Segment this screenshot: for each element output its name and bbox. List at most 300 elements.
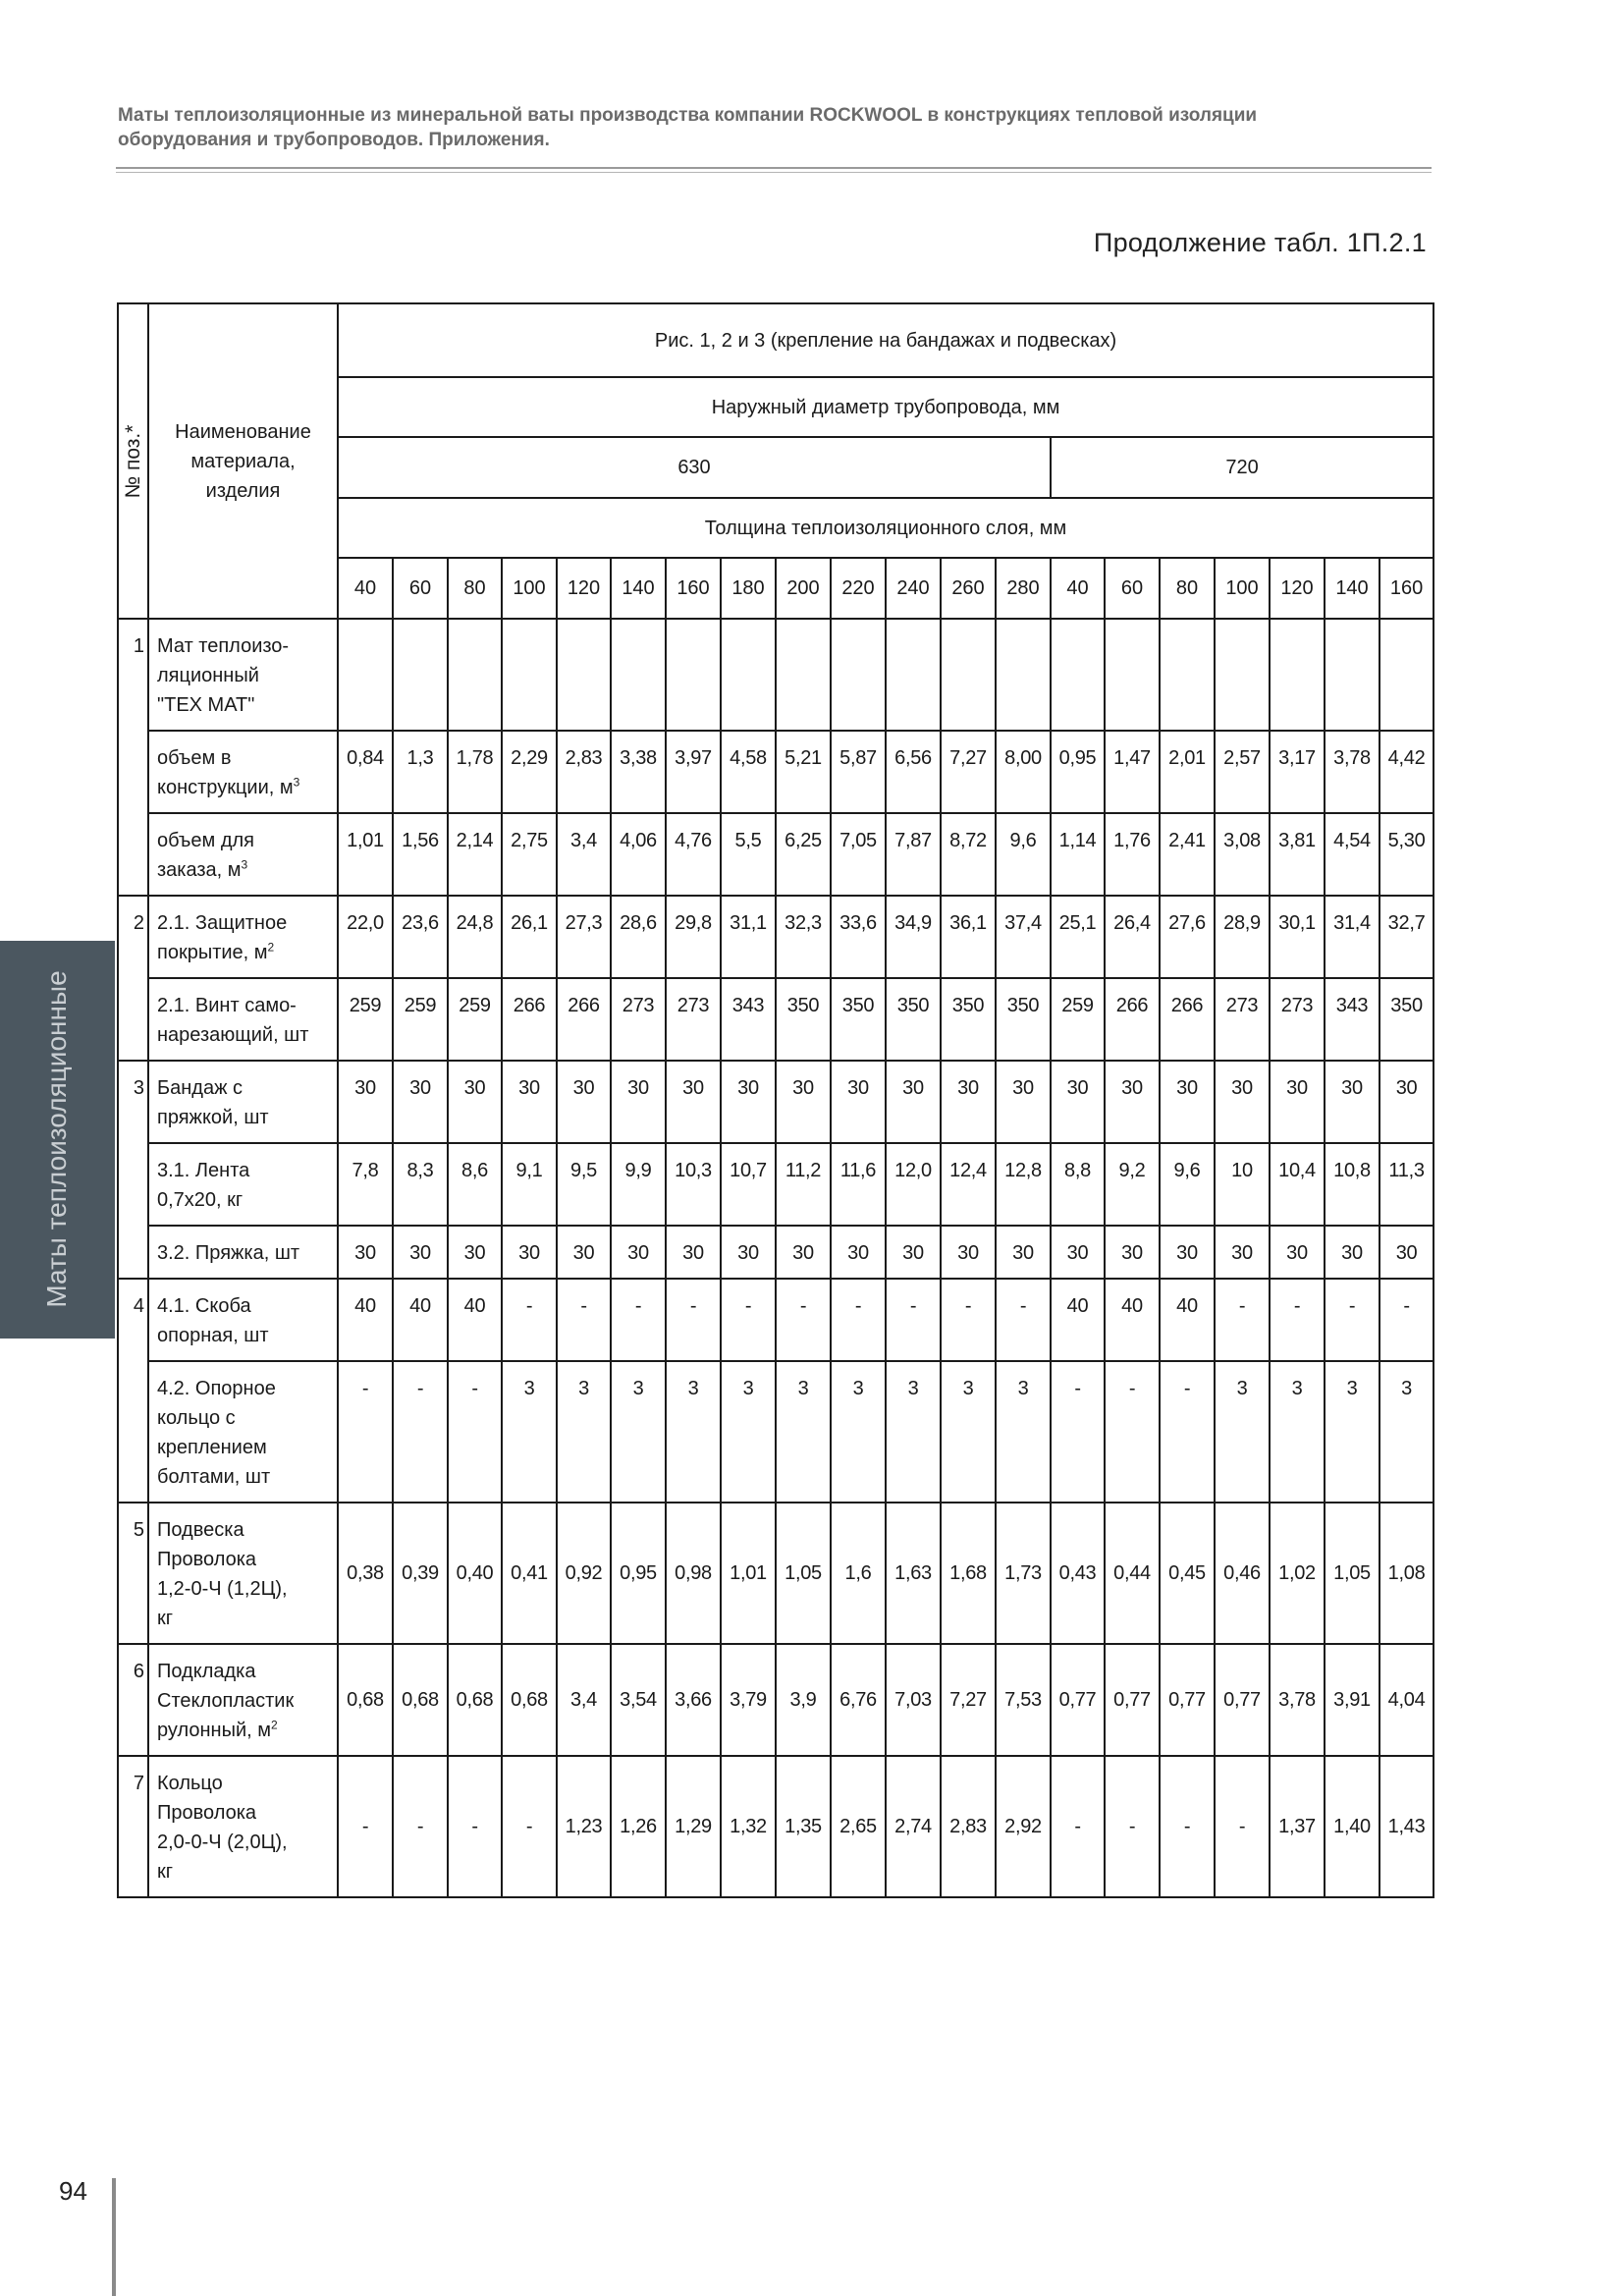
materials-table	[117, 302, 1434, 1898]
value-cell: 6,56	[886, 731, 941, 813]
running-header	[118, 103, 1434, 152]
value-cell: 273	[1270, 978, 1325, 1061]
value-cell: -	[502, 1756, 557, 1897]
value-cell: 2,57	[1215, 731, 1270, 813]
value-cell: 0,77	[1105, 1644, 1160, 1756]
thickness-cell: 180	[721, 558, 776, 619]
material-name-line	[157, 1291, 333, 1321]
value-cell: 30	[776, 1226, 831, 1279]
material-name-text: Бандаж с	[157, 1077, 243, 1099]
material-name-text: "ТЕХ МАТ"	[157, 694, 255, 716]
value-cell: 32,3	[776, 896, 831, 978]
value-cell: -	[393, 1361, 448, 1503]
value-cell: 40	[1105, 1279, 1160, 1361]
value-cell: -	[557, 1279, 611, 1361]
value-cell: 3,66	[666, 1644, 721, 1756]
mat-order-row	[118, 813, 1434, 896]
empty-cell	[448, 619, 502, 731]
material-name	[148, 813, 338, 896]
position-number: 7	[118, 1756, 148, 1897]
value-cell: 30	[611, 1226, 666, 1279]
value-cell: 30	[1105, 1061, 1160, 1143]
value-cell: 7,05	[831, 813, 886, 896]
value-cell: 3,08	[1215, 813, 1270, 896]
value-cell: 0,95	[611, 1503, 666, 1644]
value-cell: 273	[1215, 978, 1270, 1061]
value-cell: 4,04	[1380, 1644, 1434, 1756]
value-cell: 1,01	[721, 1503, 776, 1644]
value-cell: 0,95	[1051, 731, 1105, 813]
value-cell: 273	[611, 978, 666, 1061]
material-name	[148, 896, 338, 978]
material-name-line	[157, 1403, 333, 1433]
material-name-line	[157, 1574, 333, 1604]
value-cell: -	[1380, 1279, 1434, 1361]
value-cell: 30	[1160, 1226, 1215, 1279]
material-name-text: объем для	[157, 830, 255, 851]
value-cell: 3	[941, 1361, 996, 1503]
value-cell: 0,77	[1215, 1644, 1270, 1756]
bracket-row	[118, 1279, 1434, 1361]
value-cell: 40	[448, 1279, 502, 1361]
material-name-line	[157, 1604, 333, 1633]
unit-superscript: 2	[267, 940, 275, 955]
buckle-row	[118, 1226, 1434, 1279]
material-name-line	[157, 1374, 333, 1403]
value-cell: 30	[1270, 1061, 1325, 1143]
value-cell: 30,1	[1270, 896, 1325, 978]
material-name-line	[157, 1545, 333, 1574]
value-cell: 2,75	[502, 813, 557, 896]
value-cell: 27,3	[557, 896, 611, 978]
value-cell: 0,77	[1160, 1644, 1215, 1756]
value-cell: 30	[502, 1226, 557, 1279]
value-cell: 30	[338, 1061, 393, 1143]
material-name-line	[157, 1657, 333, 1686]
header-rule	[116, 167, 1432, 173]
value-cell: 8,8	[1051, 1143, 1105, 1226]
value-cell: 11,6	[831, 1143, 886, 1226]
name-header-line: материала,	[190, 450, 296, 472]
value-cell: 36,1	[941, 896, 996, 978]
diameter-630-header: 630	[338, 437, 1051, 498]
value-cell: 30	[393, 1061, 448, 1143]
value-cell: -	[1215, 1756, 1270, 1897]
material-name-text: рулонный, м	[157, 1720, 271, 1741]
position-number: 4	[118, 1279, 148, 1503]
value-cell: 7,8	[338, 1143, 393, 1226]
value-cell: 0,44	[1105, 1503, 1160, 1644]
value-cell: 3	[776, 1361, 831, 1503]
value-cell: 259	[448, 978, 502, 1061]
material-name	[148, 1279, 338, 1361]
value-cell: -	[338, 1361, 393, 1503]
pos-header-label: № поз.*	[121, 424, 144, 498]
value-cell: 3,78	[1270, 1644, 1325, 1756]
value-cell: -	[1105, 1361, 1160, 1503]
value-cell: -	[1160, 1756, 1215, 1897]
running-header-line-1: Маты теплоизоляционные из минеральной ваты производства компании ROCKWOOL в конструкциях тепловой изоляции	[118, 105, 1258, 126]
position-number: 5	[118, 1503, 148, 1644]
value-cell: -	[666, 1279, 721, 1361]
empty-cell	[393, 619, 448, 731]
value-cell: -	[448, 1361, 502, 1503]
value-cell: 32,7	[1380, 896, 1434, 978]
value-cell: 2,01	[1160, 731, 1215, 813]
value-cell: 1,26	[611, 1756, 666, 1897]
value-cell: 343	[1325, 978, 1380, 1061]
value-cell: 2,74	[886, 1756, 941, 1897]
material-name-text: нарезающий, шт	[157, 1024, 309, 1046]
value-cell: 266	[502, 978, 557, 1061]
empty-cell	[941, 619, 996, 731]
value-cell: 0,77	[1051, 1644, 1105, 1756]
value-cell: 0,92	[557, 1503, 611, 1644]
value-cell: 0,45	[1160, 1503, 1215, 1644]
value-cell: 30	[1051, 1061, 1105, 1143]
value-cell: 1,56	[393, 813, 448, 896]
material-name	[148, 619, 338, 731]
value-cell: 350	[996, 978, 1051, 1061]
thickness-cell: 220	[831, 558, 886, 619]
value-cell: 30	[448, 1061, 502, 1143]
value-cell: 30	[1325, 1226, 1380, 1279]
empty-cell	[611, 619, 666, 731]
value-cell: 40	[393, 1279, 448, 1361]
empty-cell	[557, 619, 611, 731]
material-name	[148, 1503, 338, 1644]
material-name	[148, 1226, 338, 1279]
value-cell: 11,3	[1380, 1143, 1434, 1226]
material-name-line	[157, 826, 333, 855]
thickness-cell: 280	[996, 558, 1051, 619]
value-cell: 29,8	[666, 896, 721, 978]
value-cell: -	[1105, 1756, 1160, 1897]
material-name-text: кг	[157, 1608, 174, 1629]
value-cell: 3,81	[1270, 813, 1325, 896]
value-cell: 30	[1380, 1226, 1434, 1279]
value-cell: 30	[996, 1061, 1051, 1143]
value-cell: 30	[666, 1061, 721, 1143]
value-cell: 1,76	[1105, 813, 1160, 896]
value-cell: -	[1160, 1361, 1215, 1503]
value-cell: 3	[611, 1361, 666, 1503]
material-name-line	[157, 1156, 333, 1185]
value-cell: 0,38	[338, 1503, 393, 1644]
value-cell: 30	[338, 1226, 393, 1279]
value-cell: 26,1	[502, 896, 557, 978]
value-cell: 10,4	[1270, 1143, 1325, 1226]
value-cell: 350	[831, 978, 886, 1061]
mat-volume-row	[118, 731, 1434, 813]
material-name-line	[157, 1686, 333, 1716]
value-cell: 1,14	[1051, 813, 1105, 896]
value-cell: 8,3	[393, 1143, 448, 1226]
thickness-cell: 60	[1105, 558, 1160, 619]
material-name-text: кг	[157, 1861, 174, 1883]
diameter-720-header: 720	[1051, 437, 1434, 498]
material-name-text: 3.2. Пряжка, шт	[157, 1242, 300, 1264]
material-name-text: креплением	[157, 1437, 267, 1458]
material-name	[148, 1143, 338, 1226]
page-number: 94	[59, 2176, 87, 2206]
position-number: 1	[118, 619, 148, 896]
value-cell: 30	[393, 1226, 448, 1279]
value-cell: 7,87	[886, 813, 941, 896]
material-name-line	[157, 690, 333, 720]
value-cell: -	[886, 1279, 941, 1361]
pos-header-cell	[118, 303, 148, 619]
value-cell: 30	[886, 1226, 941, 1279]
value-cell: 1,23	[557, 1756, 611, 1897]
empty-cell	[721, 619, 776, 731]
material-name-text: Подвеска	[157, 1519, 244, 1541]
material-name-line	[157, 1857, 333, 1886]
value-cell: 30	[996, 1226, 1051, 1279]
value-cell: 27,6	[1160, 896, 1215, 978]
value-cell: 3,17	[1270, 731, 1325, 813]
material-name-line	[157, 1798, 333, 1828]
screw-row	[118, 978, 1434, 1061]
material-name	[148, 1644, 338, 1756]
material-name-text: Проволока	[157, 1802, 257, 1824]
value-cell: 12,8	[996, 1143, 1051, 1226]
material-name-line	[157, 908, 333, 938]
material-name-text: 3.1. Лента	[157, 1160, 250, 1181]
material-name	[148, 1061, 338, 1143]
material-name-line	[157, 1828, 333, 1857]
value-cell: 26,4	[1105, 896, 1160, 978]
value-cell: 24,8	[448, 896, 502, 978]
empty-cell	[1160, 619, 1215, 731]
value-cell: 30	[831, 1061, 886, 1143]
material-name-text: 4.1. Скоба	[157, 1295, 251, 1317]
value-cell: 3	[886, 1361, 941, 1503]
value-cell: 10,3	[666, 1143, 721, 1226]
value-cell: 259	[393, 978, 448, 1061]
value-cell: 8,72	[941, 813, 996, 896]
value-cell: 343	[721, 978, 776, 1061]
value-cell: -	[941, 1279, 996, 1361]
value-cell: 350	[1380, 978, 1434, 1061]
value-cell: 3,38	[611, 731, 666, 813]
value-cell: 30	[831, 1226, 886, 1279]
value-cell: -	[1215, 1279, 1270, 1361]
material-name-text: Подкладка	[157, 1661, 256, 1682]
material-name-line	[157, 1716, 333, 1745]
value-cell: 2,65	[831, 1756, 886, 1897]
value-cell: 3,97	[666, 731, 721, 813]
value-cell: 28,6	[611, 896, 666, 978]
value-cell: 30	[941, 1226, 996, 1279]
value-cell: 0,46	[1215, 1503, 1270, 1644]
tape-row	[118, 1143, 1434, 1226]
value-cell: 7,27	[941, 1644, 996, 1756]
thickness-cell: 260	[941, 558, 996, 619]
value-cell: 9,1	[502, 1143, 557, 1226]
value-cell: 12,0	[886, 1143, 941, 1226]
value-cell: 0,40	[448, 1503, 502, 1644]
thickness-cell: 120	[557, 558, 611, 619]
thickness-cell: 240	[886, 558, 941, 619]
ring-support-row	[118, 1361, 1434, 1503]
value-cell: 6,25	[776, 813, 831, 896]
material-name-text: 2.1. Защитное	[157, 912, 288, 934]
value-cell: 9,5	[557, 1143, 611, 1226]
material-name	[148, 1756, 338, 1897]
empty-cell	[996, 619, 1051, 731]
material-name-text: конструкции, м	[157, 777, 294, 798]
value-cell: 1,32	[721, 1756, 776, 1897]
value-cell: 1,35	[776, 1756, 831, 1897]
value-cell: 30	[448, 1226, 502, 1279]
figure-header: Рис. 1, 2 и 3 (крепление на бандажах и подвесках)	[338, 303, 1434, 377]
value-cell: 7,53	[996, 1644, 1051, 1756]
value-cell: 23,6	[393, 896, 448, 978]
value-cell: 30	[611, 1061, 666, 1143]
value-cell: 259	[1051, 978, 1105, 1061]
empty-cell	[1325, 619, 1380, 731]
value-cell: 2,29	[502, 731, 557, 813]
material-name-text: кольцо с	[157, 1407, 236, 1429]
empty-cell	[1380, 619, 1434, 731]
material-name-text: Стеклопластик	[157, 1690, 295, 1712]
value-cell: 30	[1270, 1226, 1325, 1279]
empty-cell	[1051, 619, 1105, 731]
value-cell: 0,39	[393, 1503, 448, 1644]
material-name-line	[157, 773, 333, 802]
value-cell: -	[1051, 1361, 1105, 1503]
cover-row	[118, 896, 1434, 978]
value-cell: 350	[886, 978, 941, 1061]
material-name-line	[157, 1433, 333, 1462]
ring-row	[118, 1756, 1434, 1897]
value-cell: 350	[776, 978, 831, 1061]
value-cell: 2,41	[1160, 813, 1215, 896]
material-name-line	[157, 991, 333, 1020]
value-cell: 10,8	[1325, 1143, 1380, 1226]
value-cell: 1,73	[996, 1503, 1051, 1644]
material-name	[148, 978, 338, 1061]
value-cell: 0,43	[1051, 1503, 1105, 1644]
value-cell: 22,0	[338, 896, 393, 978]
value-cell: 8,6	[448, 1143, 502, 1226]
material-name	[148, 1361, 338, 1503]
value-cell: 1,37	[1270, 1756, 1325, 1897]
value-cell: 3,79	[721, 1644, 776, 1756]
value-cell: 0,84	[338, 731, 393, 813]
name-header-line: Наименование	[175, 420, 311, 443]
empty-cell	[1215, 619, 1270, 731]
value-cell: 30	[557, 1226, 611, 1279]
material-name-text: Мат теплоизо-	[157, 635, 290, 657]
thickness-cell: 80	[1160, 558, 1215, 619]
value-cell: 31,1	[721, 896, 776, 978]
value-cell: 5,30	[1380, 813, 1434, 896]
value-cell: 3	[666, 1361, 721, 1503]
value-cell: 1,01	[338, 813, 393, 896]
thickness-header: Толщина теплоизоляционного слоя, мм	[338, 498, 1434, 558]
material-name-line	[157, 938, 333, 967]
value-cell: 30	[886, 1061, 941, 1143]
material-name-line	[157, 661, 333, 690]
empty-cell	[666, 619, 721, 731]
value-cell: 30	[941, 1061, 996, 1143]
thickness-cell: 100	[502, 558, 557, 619]
empty-cell	[1105, 619, 1160, 731]
value-cell: 30	[1215, 1061, 1270, 1143]
value-cell: 3	[996, 1361, 1051, 1503]
value-cell: 3	[1325, 1361, 1380, 1503]
material-name-text: Проволока	[157, 1549, 257, 1570]
material-name-text: Кольцо	[157, 1773, 223, 1794]
value-cell: 3	[831, 1361, 886, 1503]
value-cell: -	[338, 1756, 393, 1897]
material-name-line	[157, 743, 333, 773]
value-cell: 30	[1215, 1226, 1270, 1279]
value-cell: 11,2	[776, 1143, 831, 1226]
position-number: 6	[118, 1644, 148, 1756]
value-cell: -	[831, 1279, 886, 1361]
page-number-bar	[112, 2178, 116, 2296]
value-cell: 1,05	[776, 1503, 831, 1644]
value-cell: 9,6	[996, 813, 1051, 896]
unit-superscript: 3	[293, 775, 300, 790]
value-cell: 5,87	[831, 731, 886, 813]
material-name-text: опорная, шт	[157, 1325, 269, 1346]
material-name-text: пряжкой, шт	[157, 1107, 269, 1128]
value-cell: 3	[721, 1361, 776, 1503]
thickness-cell: 80	[448, 558, 502, 619]
empty-cell	[338, 619, 393, 731]
value-cell: 3	[557, 1361, 611, 1503]
value-cell: 30	[721, 1226, 776, 1279]
value-cell: 1,05	[1325, 1503, 1380, 1644]
value-cell: -	[448, 1756, 502, 1897]
value-cell: 1,63	[886, 1503, 941, 1644]
value-cell: 266	[1160, 978, 1215, 1061]
value-cell: 9,2	[1105, 1143, 1160, 1226]
material-name-text: болтами, шт	[157, 1466, 271, 1488]
value-cell: 2,83	[557, 731, 611, 813]
value-cell: 31,4	[1325, 896, 1380, 978]
value-cell: -	[776, 1279, 831, 1361]
value-cell: 1,3	[393, 731, 448, 813]
material-name-line	[157, 855, 333, 885]
value-cell: -	[996, 1279, 1051, 1361]
value-cell: 40	[1160, 1279, 1215, 1361]
value-cell: 3	[1270, 1361, 1325, 1503]
value-cell: 30	[1105, 1226, 1160, 1279]
value-cell: 10,7	[721, 1143, 776, 1226]
value-cell: -	[502, 1279, 557, 1361]
material-name-line	[157, 1515, 333, 1545]
empty-cell	[776, 619, 831, 731]
material-name-text: 1,2-0-Ч (1,2Ц),	[157, 1578, 288, 1600]
value-cell: 3	[1215, 1361, 1270, 1503]
value-cell: 0,68	[502, 1644, 557, 1756]
mat-title-row	[118, 619, 1434, 731]
value-cell: 40	[1051, 1279, 1105, 1361]
value-cell: 40	[338, 1279, 393, 1361]
material-name-text: 2,0-0-Ч (2,0Ц),	[157, 1831, 288, 1853]
material-name-text: заказа, м	[157, 859, 242, 881]
value-cell: 3,9	[776, 1644, 831, 1756]
material-name-line	[157, 1103, 333, 1132]
value-cell: 3,78	[1325, 731, 1380, 813]
position-number: 2	[118, 896, 148, 1061]
value-cell: 350	[941, 978, 996, 1061]
